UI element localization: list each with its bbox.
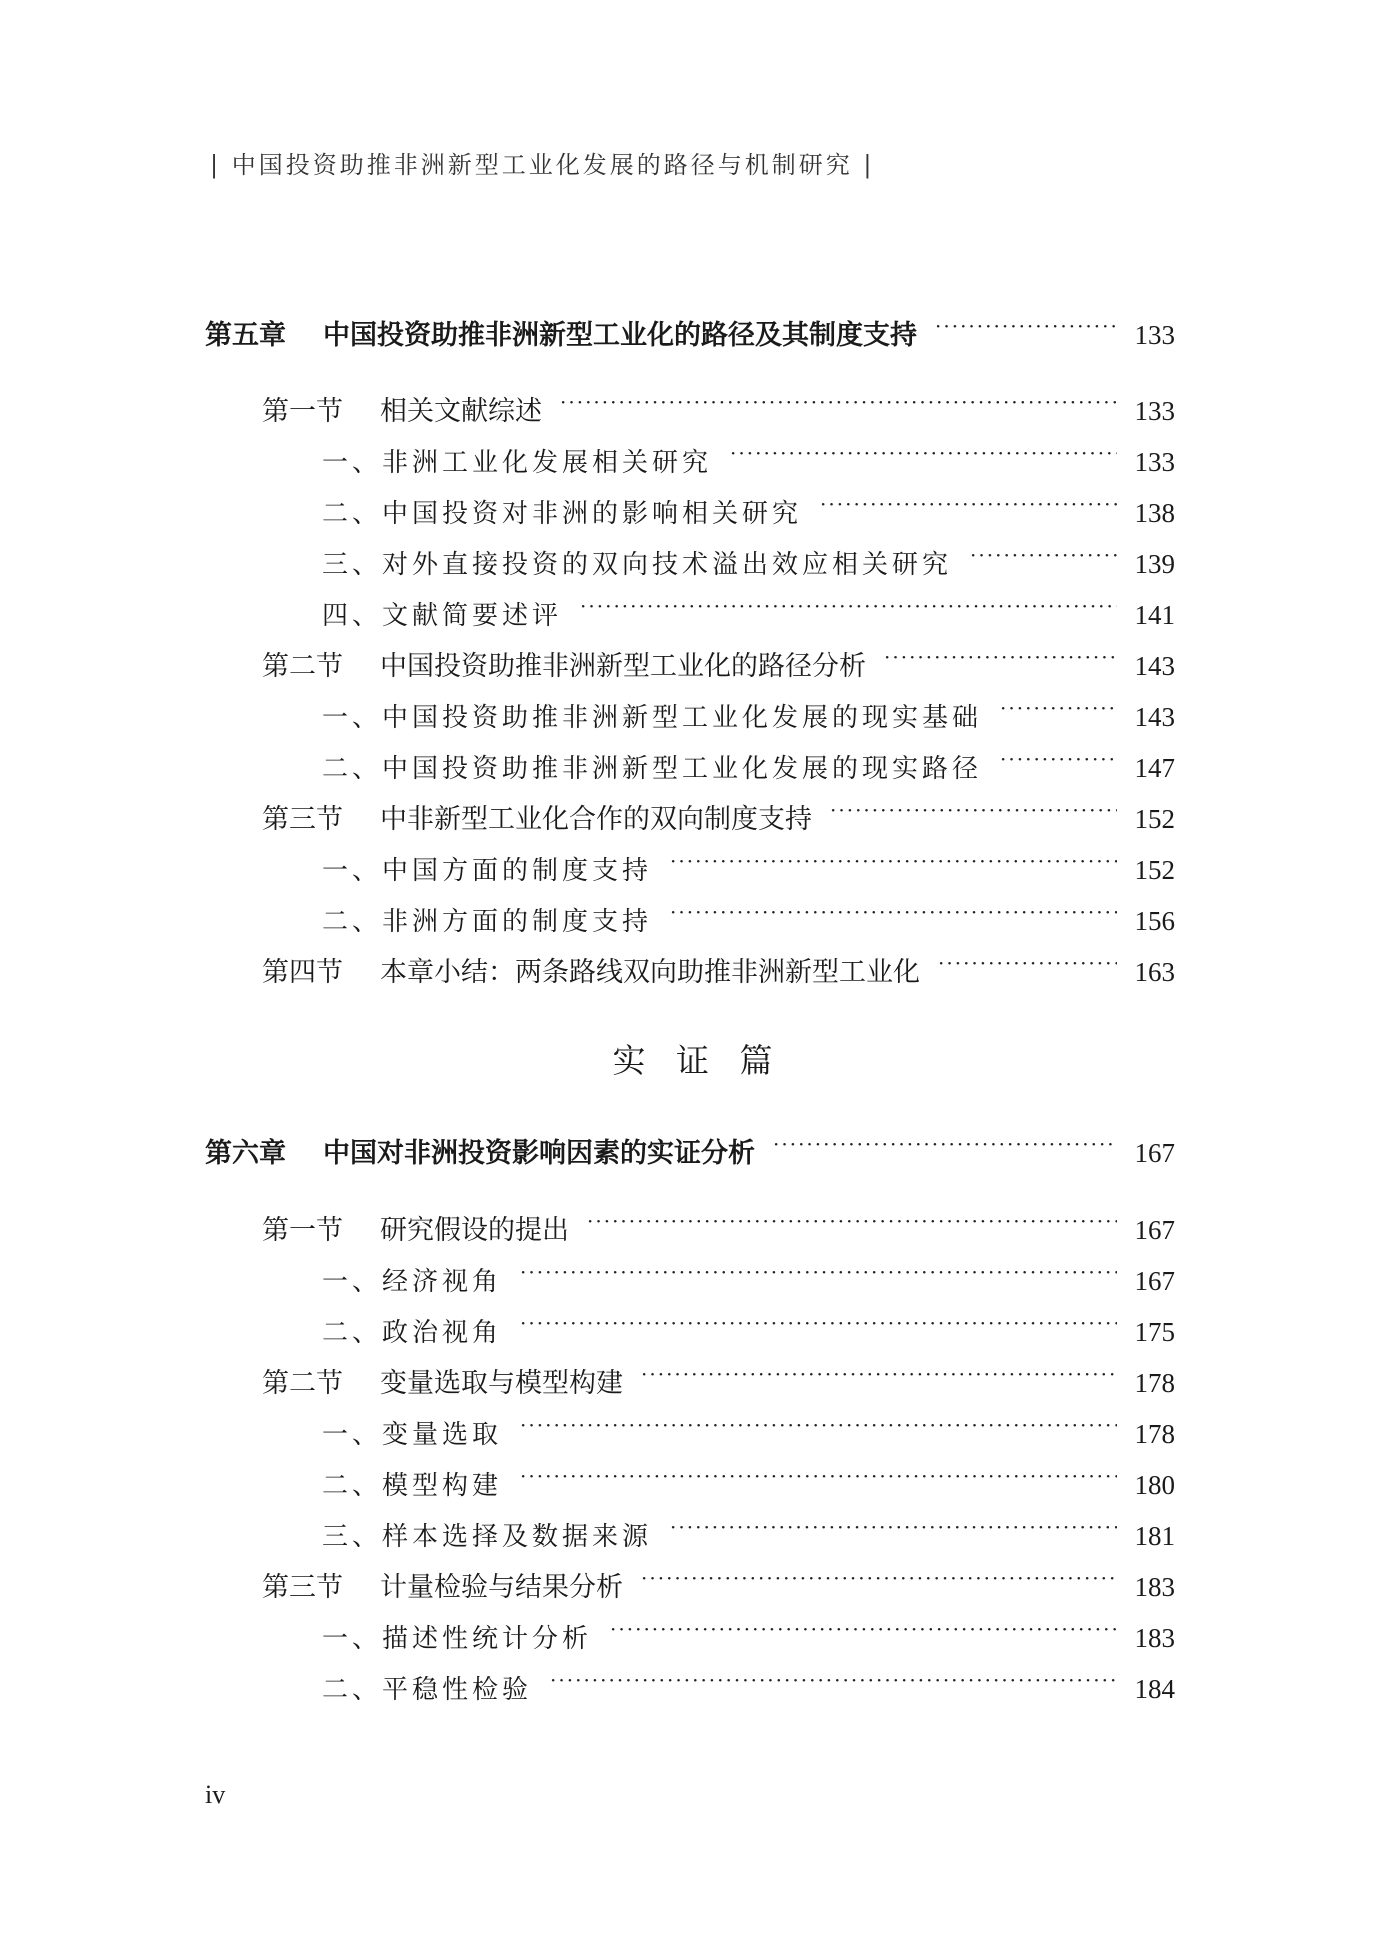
dot-leader [670, 835, 1117, 879]
toc-title: 中国对非洲投资影响因素的实证分析 [323, 1138, 755, 1169]
toc-page-number: 178 [1134, 1419, 1175, 1449]
toc-page-number: 178 [1134, 1368, 1175, 1398]
toc-page-number: 138 [1134, 498, 1175, 528]
dot-leader [830, 784, 1117, 828]
toc-number: 第一节 [262, 1215, 343, 1246]
toc-title: 三、对外直接投资的双向技术溢出效应相关研究 [322, 550, 953, 580]
toc-page-number: 141 [1134, 600, 1175, 630]
dot-leader [670, 1501, 1117, 1545]
toc-number: 第二节 [262, 651, 343, 682]
toc-title: 二、中国投资助推非洲新型工业化发展的现实路径 [322, 754, 983, 784]
toc-entry-subsection[interactable] [322, 478, 1175, 529]
toc-entry-section[interactable] [262, 376, 1175, 427]
toc-entry-subsection[interactable] [322, 682, 1175, 733]
toc-entry-chapter[interactable] [205, 300, 1175, 351]
toc-title: 二、中国投资对非洲的影响相关研究 [322, 499, 803, 529]
toc-page-number: 143 [1134, 702, 1175, 732]
toc-page-number: 167 [1134, 1266, 1175, 1296]
toc-entry-subsection[interactable] [322, 1450, 1175, 1501]
dot-leader [641, 1348, 1117, 1392]
toc-page-number: 183 [1134, 1572, 1175, 1602]
toc-entry-subsection[interactable] [322, 529, 1175, 580]
toc-entry-subsection[interactable] [322, 1603, 1175, 1654]
toc-number: 第三节 [262, 804, 343, 835]
toc-entry-subsection[interactable] [322, 733, 1175, 784]
toc-page-number: 133 [1134, 447, 1175, 477]
dot-leader [1000, 682, 1117, 726]
toc-entry-subsection[interactable] [322, 1399, 1175, 1450]
toc-page-number: 180 [1134, 1470, 1175, 1500]
dot-leader [520, 1297, 1117, 1341]
toc-page-number: 152 [1134, 855, 1175, 885]
dot-leader [884, 631, 1117, 675]
toc-title: 一、非洲工业化发展相关研究 [322, 448, 713, 478]
toc-entry-section[interactable] [262, 631, 1175, 682]
toc-title: 中国投资助推非洲新型工业化的路径及其制度支持 [323, 320, 917, 351]
dot-leader [520, 1399, 1117, 1443]
dot-leader [580, 580, 1117, 624]
toc-title: 二、模型构建 [322, 1471, 503, 1501]
toc-page-number: 167 [1134, 1138, 1175, 1168]
toc-page-number: 163 [1134, 957, 1175, 987]
dot-leader [550, 1654, 1117, 1698]
toc-title: 变量选取与模型构建 [380, 1368, 623, 1399]
toc-entry-subsection[interactable] [322, 1501, 1175, 1552]
toc-page-number: 183 [1134, 1623, 1175, 1653]
toc-number: 第二节 [262, 1368, 343, 1399]
dot-leader [1000, 733, 1117, 777]
toc-title: 中非新型工业化合作的双向制度支持 [380, 804, 812, 835]
toc-entry-subsection[interactable] [322, 886, 1175, 937]
toc-page-number: 133 [1134, 320, 1175, 350]
toc-page-number: 152 [1134, 804, 1175, 834]
toc-title: 本章小结：两条路线双向助推非洲新型工业化 [380, 957, 920, 988]
toc-page-number: 156 [1134, 906, 1175, 936]
toc-number: 第三节 [262, 1572, 343, 1603]
toc-page-number: 167 [1134, 1215, 1175, 1245]
dot-leader [970, 529, 1117, 573]
toc-number: 第四节 [262, 957, 343, 988]
dot-leader [773, 1118, 1117, 1162]
toc-entry-section[interactable] [262, 1552, 1175, 1603]
toc-title: 计量检验与结果分析 [380, 1572, 623, 1603]
toc-page-number: 181 [1134, 1521, 1175, 1551]
toc-number: 第五章 [205, 320, 286, 351]
toc-entry-subsection[interactable] [322, 1654, 1175, 1705]
toc-page-number: 175 [1134, 1317, 1175, 1347]
toc-entry-section[interactable] [262, 1348, 1175, 1399]
toc-title: 一、变量选取 [322, 1420, 503, 1450]
dot-leader [730, 427, 1117, 471]
toc-page-number: 139 [1134, 549, 1175, 579]
dot-leader [938, 937, 1117, 981]
dot-leader [560, 376, 1117, 420]
toc-title: 中国投资助推非洲新型工业化的路径分析 [380, 651, 866, 682]
toc-title: 二、非洲方面的制度支持 [322, 907, 653, 937]
toc-page-number: 184 [1134, 1674, 1175, 1704]
dot-leader [587, 1195, 1117, 1239]
dot-leader [520, 1246, 1117, 1290]
part-heading: 实 证 篇 [612, 1041, 783, 1080]
toc-page-number: 147 [1134, 753, 1175, 783]
toc-entry-subsection[interactable] [322, 427, 1175, 478]
toc-entry-chapter[interactable] [205, 1118, 1175, 1169]
toc-entry-subsection[interactable] [322, 835, 1175, 886]
toc-title: 一、经济视角 [322, 1267, 503, 1297]
dot-leader [935, 300, 1117, 344]
toc-title: 三、样本选择及数据来源 [322, 1522, 653, 1552]
running-header: | 中国投资助推非洲新型工业化发展的路径与机制研究 | [210, 151, 875, 179]
toc-page-number: 143 [1134, 651, 1175, 681]
toc-title: 研究假设的提出 [380, 1215, 569, 1246]
toc-entry-section[interactable] [262, 784, 1175, 835]
toc-title: 四、文献简要述评 [322, 601, 563, 631]
toc-title: 二、平稳性检验 [322, 1675, 533, 1705]
dot-leader [520, 1450, 1117, 1494]
toc-entry-subsection[interactable] [322, 1297, 1175, 1348]
dot-leader [820, 478, 1117, 522]
toc-title: 一、描述性统计分析 [322, 1624, 593, 1654]
toc-page-number: 133 [1134, 396, 1175, 426]
dot-leader [670, 886, 1117, 930]
toc-title: 一、中国投资助推非洲新型工业化发展的现实基础 [322, 703, 983, 733]
toc-number: 第六章 [205, 1138, 286, 1169]
toc-title: 二、政治视角 [322, 1318, 503, 1348]
toc-entry-subsection[interactable] [322, 1246, 1175, 1297]
toc-number: 第一节 [262, 396, 343, 427]
dot-leader [610, 1603, 1117, 1647]
toc-entry-section[interactable] [262, 1195, 1175, 1246]
dot-leader [641, 1552, 1117, 1596]
toc-title: 一、中国方面的制度支持 [322, 856, 653, 886]
page-folio: iv [205, 1780, 226, 1809]
toc-entry-section[interactable] [262, 937, 1175, 988]
toc-entry-subsection[interactable] [322, 580, 1175, 631]
toc-title: 相关文献综述 [380, 396, 542, 427]
